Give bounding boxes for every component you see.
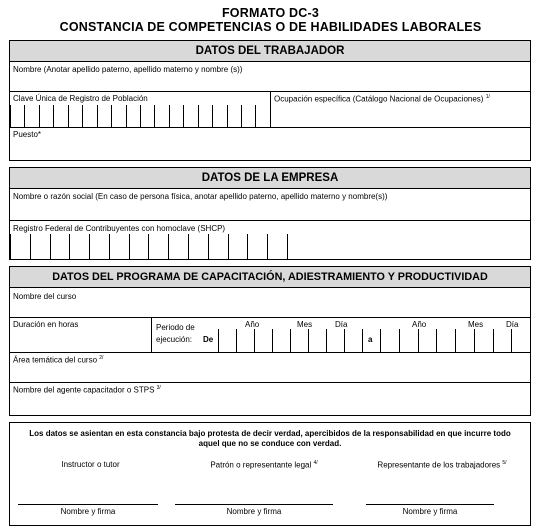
employer-signature-line bbox=[175, 504, 333, 505]
employer-signature-field[interactable] bbox=[175, 478, 333, 504]
from-label: De bbox=[203, 335, 214, 344]
to-date-field[interactable] bbox=[380, 329, 530, 352]
position-label: Puesto* bbox=[13, 130, 42, 139]
hours-field[interactable] bbox=[10, 330, 151, 352]
statement-line-1: Los datos se asientan en esta constancia bajo protesta de decir verdad, apercibidos de la responsabilidad en que incurre todo bbox=[29, 429, 511, 438]
area-note: 2/ bbox=[99, 355, 104, 361]
worker-name-label: Nombre (Anotar apellido paterno, apellido materno y nombre (s)) bbox=[13, 65, 243, 74]
curp-field[interactable] bbox=[10, 105, 270, 127]
workers-rep-name-sign: Nombre y firma bbox=[402, 507, 458, 516]
worker-name-field[interactable] bbox=[10, 75, 530, 91]
company-section-title: DATOS DE LA EMPRESA bbox=[201, 172, 339, 184]
company-section bbox=[9, 167, 531, 260]
employer-note: 4/ bbox=[313, 460, 318, 466]
workers-rep-note: 5/ bbox=[502, 460, 507, 466]
program-section bbox=[9, 266, 531, 416]
company-name-label: Nombre o razón social (En caso de persona física, anotar apellido paterno, apellido materno y nombre(s)) bbox=[13, 192, 388, 201]
to-year-label: Año bbox=[412, 320, 427, 329]
occupation-field[interactable] bbox=[271, 105, 530, 127]
company-section-header bbox=[10, 168, 530, 189]
to-label: a bbox=[368, 335, 373, 344]
employer-name-sign: Nombre y firma bbox=[226, 507, 282, 516]
worker-section-title: DATOS DEL TRABAJADOR bbox=[195, 45, 345, 57]
to-month-label: Mes bbox=[468, 320, 484, 329]
rfc-field[interactable] bbox=[10, 234, 287, 259]
occupation-note: 1/ bbox=[485, 94, 490, 100]
instructor-signature-field[interactable] bbox=[18, 478, 158, 504]
rfc-label: Registro Federal de Contribuyentes con homoclave (SHCP) bbox=[13, 224, 226, 233]
from-day-label: Día bbox=[335, 320, 348, 329]
from-month-label: Mes bbox=[297, 320, 313, 329]
from-year-label: Año bbox=[245, 320, 260, 329]
curp-label: Clave Única de Registro de Población bbox=[13, 94, 148, 103]
to-day-label: Día bbox=[506, 320, 519, 329]
program-section-header bbox=[10, 267, 530, 288]
agent-label: Nombre del agente capacitador o STPS $^{3/}$ bbox=[13, 385, 161, 395]
area-field[interactable] bbox=[10, 365, 530, 382]
program-section-title: DATOS DEL PROGRAMA DE CAPACITACIÓN, ADIESTRAMIENTO Y PRODUCTIVIDAD bbox=[52, 271, 488, 283]
position-field[interactable] bbox=[10, 140, 530, 160]
employer-label: Patrón o representante legal $^{4/}$ bbox=[210, 460, 318, 470]
occupation-label: Ocupación específica (Catálogo Nacional de Ocupaciones) $^{1/}$ bbox=[274, 94, 490, 104]
instructor-label: Instructor o tutor bbox=[61, 460, 120, 469]
workers-rep-label: Representante de los trabajadores $^{5/}$ bbox=[377, 460, 507, 470]
course-name-label: Nombre del curso bbox=[13, 292, 77, 301]
period-label-1: Periodo de bbox=[156, 323, 195, 332]
agent-field[interactable] bbox=[10, 395, 530, 415]
hours-label: Duración en horas bbox=[13, 320, 79, 329]
workers-rep-signature-line bbox=[366, 504, 494, 505]
format-code: FORMATO DC-3 bbox=[221, 6, 320, 20]
period-label-2: ejecución: bbox=[156, 335, 193, 344]
document-title: CONSTANCIA DE COMPETENCIAS O DE HABILIDADES LABORALES bbox=[59, 20, 482, 34]
signature-section bbox=[9, 422, 531, 526]
instructor-name-sign: Nombre y firma bbox=[60, 507, 116, 516]
company-name-field[interactable] bbox=[10, 202, 530, 220]
instructor-signature-line bbox=[18, 504, 158, 505]
worker-section bbox=[9, 40, 531, 161]
area-label: Área temática del curso $^{2/}$ bbox=[13, 355, 104, 365]
workers-rep-signature-field[interactable] bbox=[366, 478, 494, 504]
course-name-field[interactable] bbox=[10, 302, 530, 317]
from-date-field[interactable] bbox=[218, 329, 362, 352]
agent-note: 3/ bbox=[156, 385, 161, 391]
statement-line-2: aquel que no se conduce con verdad. bbox=[198, 439, 342, 448]
worker-section-header bbox=[10, 41, 530, 62]
